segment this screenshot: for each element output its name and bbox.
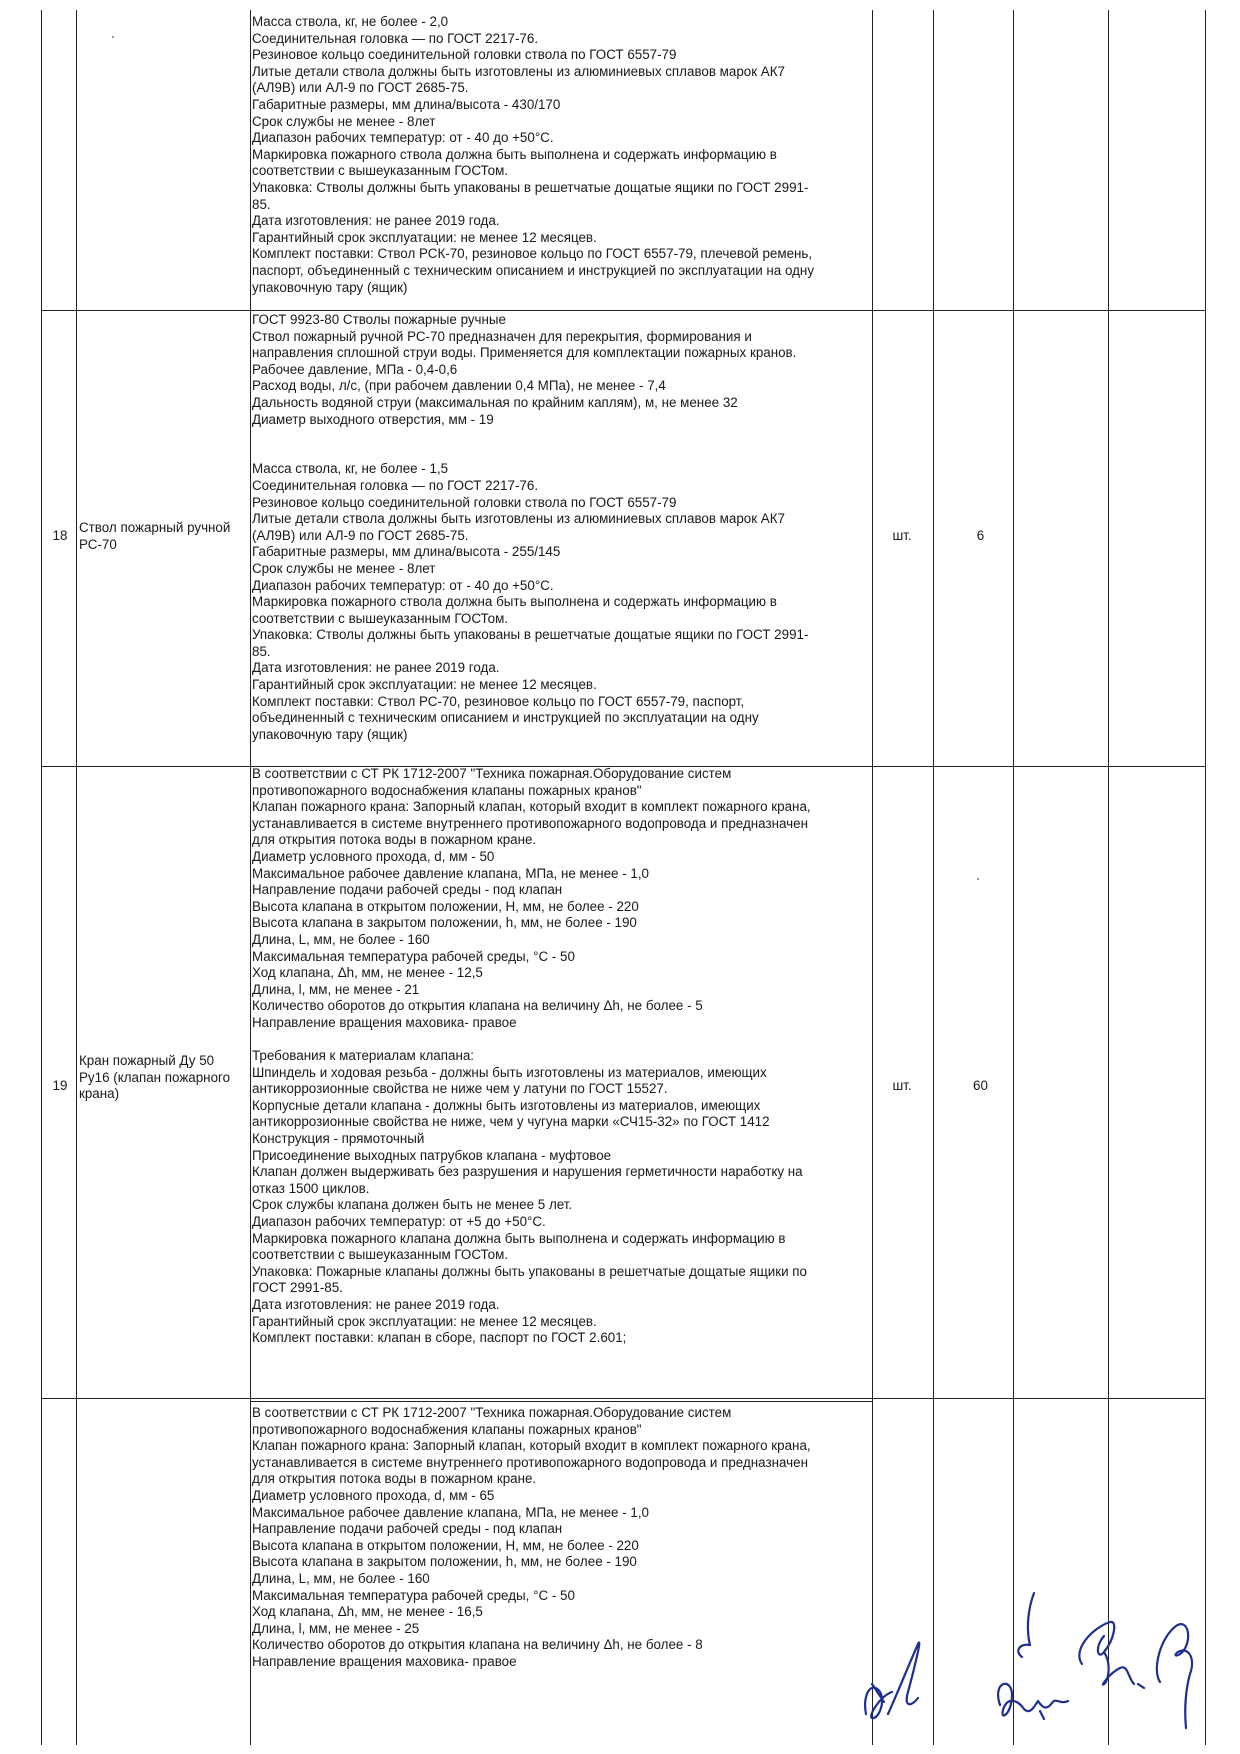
description-line: ГОСТ 9923-80 Стволы пожарные ручные xyxy=(252,312,507,327)
description-line: Диаметр выходного отверстия, мм - 19 xyxy=(252,411,494,427)
description-line: антикоррозионные свойства не ниже, чем у чугуна марки «СЧ15-32» по ГОСТ 1412 xyxy=(252,1114,770,1130)
description-line: Диаметр условного прохода, d, мм - 50 xyxy=(252,848,495,864)
row-0-description xyxy=(252,14,872,296)
row-18-item-name xyxy=(79,520,249,553)
row-separator-1 xyxy=(41,310,1206,311)
description-line: направления сплошной струи воды. Применяется для комплектации пожарных кранов. xyxy=(252,345,797,361)
description-line: Срок службы не менее - 8лет xyxy=(252,560,436,576)
description-line: Количество оборотов до открытия клапана на величину Δh, не более - 5 xyxy=(252,998,703,1014)
description-line: Ствол пожарный ручной РС-70 предназначен для перекрытия, формирования и xyxy=(252,328,752,344)
description-line: противопожарного водоснабжения клапаны пожарных кранов" xyxy=(252,1421,642,1437)
row-18-description xyxy=(252,312,872,743)
description-line: Литые детали ствола должны быть изготовлены из алюминиевых сплавов марок АК7 xyxy=(252,511,785,527)
description-line: Резиновое кольцо соединительной головки ствола по ГОСТ 6557-79 xyxy=(252,494,677,510)
description-line xyxy=(252,445,872,462)
description-line: Ход клапана, Δh, мм, не менее - 16,5 xyxy=(252,1604,483,1620)
row-19-unit: шт. xyxy=(892,1078,912,1093)
description-line: Шпиндель и ходовая резьба - должны быть изготовлены из материалов, имеющих xyxy=(252,1064,767,1080)
column-divider-extra xyxy=(1108,10,1109,1745)
column-divider-unit xyxy=(933,10,934,1745)
description-line: антикоррозионные свойства не ниже чем у латуни по ГОСТ 15527. xyxy=(252,1081,668,1097)
description-line: Диапазон рабочих температур: от - 40 до +50°С. xyxy=(252,130,554,146)
description-line: Гарантийный срок эксплуатации: не менее 12 месяцев. xyxy=(252,677,597,693)
column-divider-name xyxy=(250,10,251,1745)
description-line: Срок службы не менее - 8лет xyxy=(252,113,436,129)
description-line: Дата изготовления: не ранее 2019 года. xyxy=(252,213,500,229)
description-line: Направление подачи рабочей среды - под клапан xyxy=(252,882,563,898)
signature-3 xyxy=(1068,1588,1208,1738)
description-line: Количество оборотов до открытия клапана на величину Δh, не более - 8 xyxy=(252,1637,703,1653)
description-line: соответствии с вышеуказанным ГОСТом. xyxy=(252,163,509,179)
description-line: Направление вращения маховика- правое xyxy=(252,1014,517,1030)
description-line: Соединительная головка — по ГОСТ 2217-76. xyxy=(252,30,539,46)
description-line: упаковочную тару (ящик) xyxy=(252,726,408,742)
description-line: Габаритные размеры, мм длина/высота - 430/170 xyxy=(252,96,561,112)
row-20-description xyxy=(252,1405,872,1671)
row-18-item-name-line: РС-70 xyxy=(79,536,117,552)
description-line: Комплект поставки: Ствол РС-70, резиновое кольцо по ГОСТ 6557-79, паспорт, xyxy=(252,693,745,709)
description-line: Длина, l, мм, не менее - 21 xyxy=(252,981,420,997)
description-line: ГОСТ 2991-85. xyxy=(252,1280,343,1296)
description-line: Клапан пожарного крана: Запорный клапан, который входит в комплект пожарного крана, xyxy=(252,799,811,815)
description-line: паспорт, объединенный с техническим описанием и инструкцией по эксплуатации на одну xyxy=(252,262,815,278)
description-line: Срок службы клапана должен быть не менее 5 лет. xyxy=(252,1197,573,1213)
description-line: Маркировка пожарного клапана должна быть выполнена и содержать информацию в xyxy=(252,1230,786,1246)
description-line: Высота клапана в закрытом положении, h, мм, не более - 190 xyxy=(252,1554,637,1570)
description-line: соответствии с вышеуказанным ГОСТом. xyxy=(252,1247,509,1263)
row-19-item-name-line: Кран пожарный Ду 50 xyxy=(79,1053,215,1068)
table-border-right xyxy=(1205,10,1206,1745)
description-line: Конструкция - прямоточный xyxy=(252,1131,425,1147)
description-line: Маркировка пожарного ствола должна быть выполнена и содержать информацию в xyxy=(252,146,777,162)
row-19-item-name-line: Ру16 (клапан пожарного xyxy=(79,1069,231,1085)
description-line: Высота клапана в открытом положении, Н, мм, не более - 220 xyxy=(252,1537,639,1553)
description-line: отказ 1500 циклов. xyxy=(252,1180,370,1196)
row-18-unit: шт. xyxy=(892,528,912,543)
signature-1 xyxy=(858,1622,938,1732)
description-line: Максимальная температура рабочей среды, °С - 50 xyxy=(252,948,575,964)
row-19-description xyxy=(252,766,872,1347)
description-line: Длина, l, мм, не менее - 25 xyxy=(252,1620,420,1636)
description-line: Маркировка пожарного ствола должна быть выполнена и содержать информацию в xyxy=(252,594,777,610)
description-line: Масса ствола, кг, не более - 2,0 xyxy=(252,14,449,29)
description-line: Дата изготовления: не ранее 2019 года. xyxy=(252,660,500,676)
description-line: Ход клапана, Δh, мм, не менее - 12,5 xyxy=(252,965,483,981)
description-line: Высота клапана в закрытом положении, h, мм, не более - 190 xyxy=(252,915,637,931)
table-border-left xyxy=(41,10,42,1745)
description-line: Требования к материалам клапана: xyxy=(252,1048,475,1064)
description-line: Направление вращения маховика- правое xyxy=(252,1653,517,1669)
description-line: объединенный с техническим описанием и инструкцией по эксплуатации на одну xyxy=(252,710,759,726)
description-line: устанавливается в системе внутреннего противопожарного водопровода и предназначен xyxy=(252,815,808,831)
row-18-number: 18 xyxy=(52,528,68,543)
description-line xyxy=(252,428,872,445)
description-line: Габаритные размеры, мм длина/высота - 255/145 xyxy=(252,544,561,560)
description-line: Масса ствола, кг, не более - 1,5 xyxy=(252,461,449,477)
description-line: устанавливается в системе внутреннего противопожарного водопровода и предназначен xyxy=(252,1454,808,1470)
row-separator-3-inner xyxy=(250,1401,873,1402)
scan-speck xyxy=(112,36,114,38)
description-line: 85. xyxy=(252,196,271,212)
column-divider-description xyxy=(872,10,873,1745)
description-line: Максимальная температура рабочей среды, °С - 50 xyxy=(252,1587,575,1603)
description-line: Диаметр условного прохода, d, мм - 65 xyxy=(252,1487,495,1503)
row-19-quantity: 60 xyxy=(973,1078,988,1093)
description-line: Корпусные детали клапана - должны быть изготовлены из материалов, имеющих xyxy=(252,1097,761,1113)
description-line: Длина, L, мм, не более - 160 xyxy=(252,931,430,947)
row-18-item-name-line: Ствол пожарный ручной xyxy=(79,520,231,535)
description-line: (АЛ9В) или АЛ-9 по ГОСТ 2685-75. xyxy=(252,80,469,96)
description-line: для открытия потока воды в пожарном кране. xyxy=(252,1471,537,1487)
description-line: Максимальное рабочее давление клапана, МПа, не менее - 1,0 xyxy=(252,865,650,881)
description-line: Длина, L, мм, не более - 160 xyxy=(252,1570,430,1586)
description-line: упаковочную тару (ящик) xyxy=(252,279,408,295)
column-divider-number xyxy=(76,10,77,1745)
row-19-item-name xyxy=(79,1053,249,1103)
signature-2 xyxy=(990,1585,1080,1735)
description-line: Литые детали ствола должны быть изготовлены из алюминиевых сплавов марок АК7 xyxy=(252,63,785,79)
description-line: Направление подачи рабочей среды - под клапан xyxy=(252,1521,563,1537)
description-line: (АЛ9В) или АЛ-9 по ГОСТ 2685-75. xyxy=(252,527,469,543)
description-line: Упаковка: Стволы должны быть упакованы в решетчатые дощатые ящики по ГОСТ 2991- xyxy=(252,179,809,195)
description-line: Диапазон рабочих температур: от - 40 до +50°С. xyxy=(252,577,554,593)
description-line: Гарантийный срок эксплуатации: не менее 12 месяцев. xyxy=(252,1313,597,1329)
description-line: 85. xyxy=(252,643,271,659)
description-line: Клапан должен выдерживать без разрушения и нарушения герметичности наработку на xyxy=(252,1164,803,1180)
description-line: Клапан пожарного крана: Запорный клапан, который входит в комплект пожарного крана, xyxy=(252,1438,811,1454)
description-line: Дальность водяной струи (максимальная по крайним каплям), м, не менее 32 xyxy=(252,394,738,410)
row-separator-3 xyxy=(41,1398,1206,1399)
description-line: Расход воды, л/с, (при рабочем давлении 0,4 МПа), не менее - 7,4 xyxy=(252,378,666,394)
description-line: Комплект поставки: клапан в сборе, паспорт по ГОСТ 2.601; xyxy=(252,1330,627,1346)
scan-speck xyxy=(977,878,979,880)
row-19-number: 19 xyxy=(52,1078,68,1093)
description-line: Резиновое кольцо соединительной головки ствола по ГОСТ 6557-79 xyxy=(252,47,677,63)
description-line: Диапазон рабочих температур: от +5 до +50°С. xyxy=(252,1214,546,1230)
row-19-item-name-line: крана) xyxy=(79,1086,120,1102)
description-line: Рабочее давление, МПа - 0,4-0,6 xyxy=(252,361,458,377)
description-line: Комплект поставки: Ствол РСК-70, резиновое кольцо по ГОСТ 6557-79, плечевой ремень, xyxy=(252,246,813,262)
description-line: Максимальное рабочее давление клапана, МПа, не менее - 1,0 xyxy=(252,1504,650,1520)
description-line: соответствии с вышеуказанным ГОСТом. xyxy=(252,610,509,626)
description-line: Дата изготовления: не ранее 2019 года. xyxy=(252,1297,500,1312)
column-divider-qty xyxy=(1013,10,1014,1745)
description-line: Соединительная головка — по ГОСТ 2217-76. xyxy=(252,477,539,493)
description-line: Упаковка: Стволы должны быть упакованы в решетчатые дощатые ящики по ГОСТ 2991- xyxy=(252,627,809,643)
description-line xyxy=(252,1032,872,1049)
description-line: В соответствии с СТ РК 1712-2007 "Техника пожарная.Оборудование систем xyxy=(252,1405,732,1420)
description-line: противопожарного водоснабжения клапаны пожарных кранов" xyxy=(252,782,642,798)
row-18-quantity: 6 xyxy=(976,528,985,543)
description-line: В соответствии с СТ РК 1712-2007 "Техника пожарная.Оборудование систем xyxy=(252,766,732,781)
description-line: Упаковка: Пожарные клапаны должны быть упакованы в решетчатые дощатые ящики по xyxy=(252,1263,808,1279)
description-line: Гарантийный срок эксплуатации: не менее 12 месяцев. xyxy=(252,229,597,245)
description-line: Высота клапана в открытом положении, Н, мм, не более - 220 xyxy=(252,898,639,914)
description-line: для открытия потока воды в пожарном кране. xyxy=(252,832,537,848)
description-line: Присоединение выходных патрубков клапана - муфтовое xyxy=(252,1147,612,1163)
